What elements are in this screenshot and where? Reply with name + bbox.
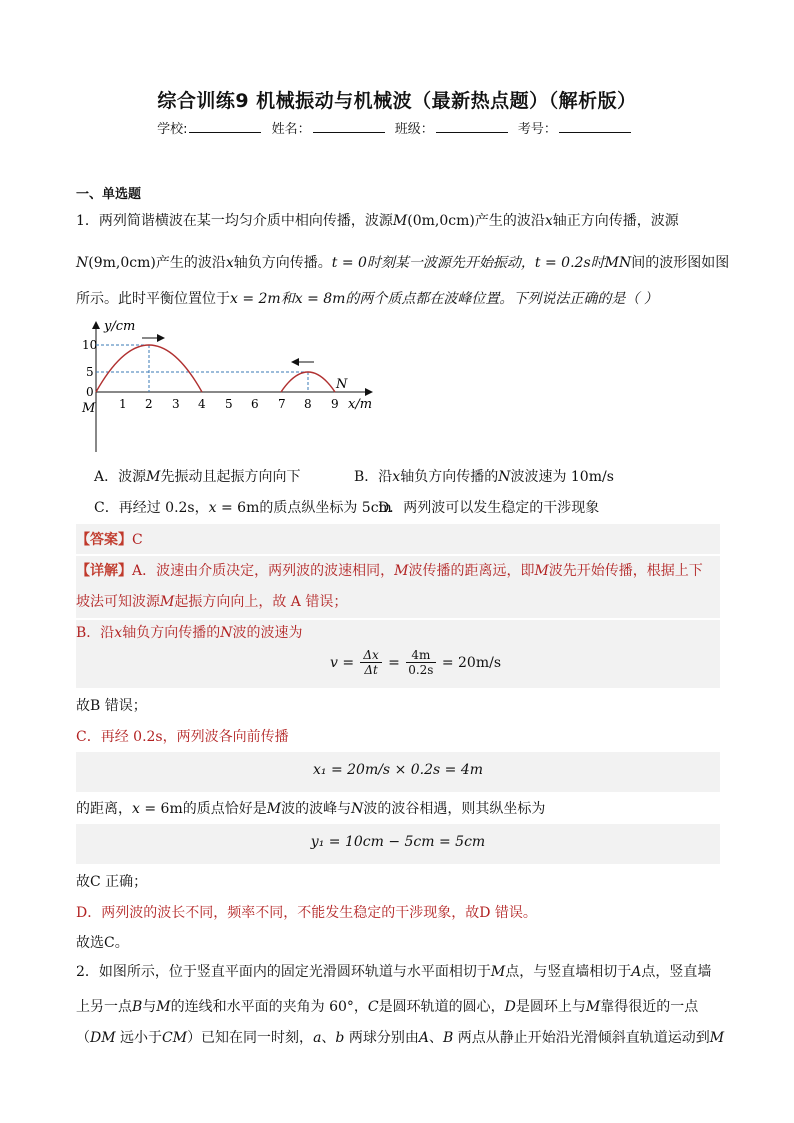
y-tick-0: 0	[86, 385, 94, 399]
detail-b-line: B．沿x轴负方向传播的N波的波速为	[76, 625, 303, 641]
q2-line-3: （DM 远小于CM）已知在同一时刻，a、b 两球分别由A、B 两点从静止开始沿光滑倾斜直轨道运动到M	[76, 1030, 725, 1046]
detail-a-line-2: 坡法可知波源M起振方向向上，故 A 错误；	[76, 594, 348, 610]
y-axis-label: y/cm	[104, 319, 136, 334]
option-d[interactable]: D．两列波可以发生稳定的干涉现象	[378, 500, 600, 516]
option-b[interactable]: B．沿x轴负方向传播的N波波速为 10m/s	[354, 469, 614, 485]
y-tick-10: 10	[82, 338, 98, 352]
student-info-line	[0, 118, 794, 137]
q2-line-2: 上另一点B与M的连线和水平面的夹角为 60°，C是圆环轨道的圆心，D是圆环上与M靠得很近的一点	[76, 999, 699, 1015]
exam-no-label: 考号：	[517, 122, 557, 137]
detail-c-line-2: 的距离，x = 6m的质点恰好是M波的波峰与N波的波谷相遇，则其纵坐标为	[76, 801, 546, 817]
end-label: N	[336, 377, 348, 392]
q1-line-3: 所示。此时平衡位置位于x = 2m和x = 8m的两个质点都在波峰位置。下列说法正确的是（ ）	[76, 291, 658, 307]
formula-b: v = Δx Δt = 4m 0.2s = 20m/s	[330, 648, 501, 677]
class-blank[interactable]	[436, 120, 508, 133]
school-blank[interactable]	[189, 120, 261, 133]
answer-bg	[76, 524, 720, 554]
x-tick-5: 5	[225, 397, 233, 411]
detail-final: 故选C。	[76, 935, 129, 951]
formula-c2: y₁ = 10cm − 5cm = 5cm	[310, 834, 486, 850]
class-label: 班级：	[394, 122, 434, 137]
detail-d-line: D．两列波的波长不同，频率不同，不能发生稳定的干涉现象，故D 错误。	[76, 905, 537, 921]
answer-line: 【答案】C	[76, 532, 143, 548]
x-tick-1: 1	[119, 397, 127, 411]
detail-c-line-1: C．再经 0.2s，两列波各向前传播	[76, 729, 289, 745]
name-blank[interactable]	[313, 120, 385, 133]
x-tick-2: 2	[145, 397, 153, 411]
name-label: 姓名：	[271, 122, 311, 137]
wave-figure	[80, 316, 380, 456]
section-heading: 一、单选题	[76, 187, 142, 202]
x-tick-9: 9	[331, 397, 339, 411]
formula-c: x₁ = 20m/s × 0.2s = 4m	[312, 762, 484, 778]
x-tick-8: 8	[304, 397, 312, 411]
q1-line-1: 1．两列简谐横波在某一均匀介质中相向传播，波源M(0m,0cm)产生的波沿x轴正方向传播，波源	[76, 213, 679, 229]
exam-no-blank[interactable]	[559, 120, 631, 133]
origin-label: M	[82, 401, 96, 416]
option-a[interactable]: A．波源M先振动且起振方向向下	[94, 469, 301, 485]
document-title: 综合训练9 机械振动与机械波（最新热点题）（解析版）	[157, 90, 637, 112]
x-axis-label: x/m	[348, 397, 373, 412]
q2-line-1: 2．如图所示，位于竖直平面内的固定光滑圆环轨道与水平面相切于M点，与竖直墙相切于A点，竖直墙	[76, 964, 712, 980]
x-tick-6: 6	[251, 397, 259, 411]
school-label: 学校:	[157, 122, 188, 137]
detail-a-line-1: 【详解】A．波速由介质决定，两列波的波速相同，M波传播的距离远，即M波先开始传播，根据上下	[76, 563, 703, 579]
x-tick-7: 7	[278, 397, 286, 411]
x-tick-4: 4	[198, 397, 206, 411]
option-c[interactable]: C．再经过 0.2s，x = 6m的质点纵坐标为 5cm	[94, 500, 392, 516]
y-tick-5: 5	[86, 365, 94, 379]
x-tick-3: 3	[172, 397, 180, 411]
q1-line-2: N(9m,0cm)产生的波沿x轴负方向传播。t = 0时刻某一波源先开始振动，t = 0.2s时MN间的波形图如图	[76, 255, 730, 271]
detail-b-end: 故B 错误；	[76, 698, 147, 714]
detail-c-end: 故C 正确；	[76, 874, 148, 890]
